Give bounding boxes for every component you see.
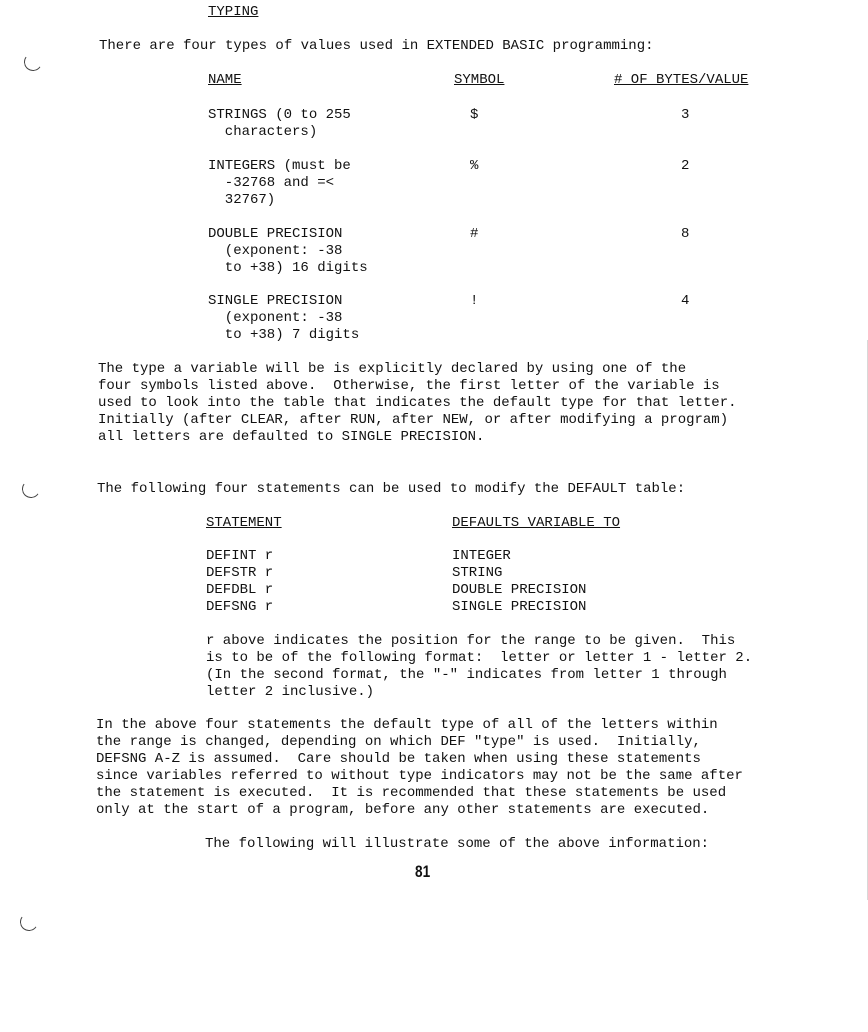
binder-hole-middle (21, 479, 42, 500)
statement-row-statement: DEFDBL r (206, 582, 274, 598)
types-row-bytes: 3 (681, 107, 690, 123)
types-row-symbol: % (470, 158, 479, 174)
section-heading: TYPING (208, 4, 259, 20)
paragraph-type-declaration: The type a variable will be is explicitly declared by using one of the four symbols listed above. Otherwise, the first letter of the variable is used to look into the table that indicates the default type for that letter. Initially (after CLEAR, after RUN, after NEW, or after modifying a program) all letters are defaulted to SINGLE PRECISION. (98, 361, 737, 445)
types-header-name: NAME (208, 72, 242, 88)
paragraph-default-statements: In the above four statements the default type of all of the letters within the range is changed, depending on which DEF "type" is used. Initially, DEFSNG A-Z is assumed. Care should be taken when using these statements since variables referred to without type indicators may not be the same after the statement is executed. It is recommended that these statements be used only at the start of a program, before any other statements are executed. (96, 717, 743, 818)
binder-hole-top (23, 52, 44, 73)
types-row-bytes: 2 (681, 158, 690, 174)
types-row-name: SINGLE PRECISION (exponent: -38 to +38) 7 digits (208, 293, 360, 343)
types-row-bytes: 8 (681, 226, 690, 242)
intro-text: There are four types of values used in EXTENDED BASIC programming: (99, 38, 654, 54)
types-row-symbol: $ (470, 107, 479, 123)
statement-row-statement: DEFINT r (206, 548, 274, 564)
types-row-name: STRINGS (0 to 255 characters) (208, 107, 351, 140)
types-row-bytes: 4 (681, 293, 690, 309)
paragraph-range-format: r above indicates the position for the range to be given. This is to be of the following format: letter or letter 1 - letter 2. (In the second format, the "-" indicates from letter 1 through letter 2 inclusive.) (206, 633, 753, 700)
types-row-name: DOUBLE PRECISION (exponent: -38 to +38) 16 digits (208, 226, 368, 276)
page-number: 81 (415, 862, 431, 881)
statements-header-default: DEFAULTS VARIABLE TO (452, 515, 621, 531)
statements-header-statement: STATEMENT (206, 515, 282, 531)
statement-row-statement: DEFSTR r (206, 565, 274, 581)
types-header-bytes: # OF BYTES/VALUE (614, 72, 749, 88)
binder-hole-bottom (19, 912, 40, 933)
types-row-symbol: ! (470, 293, 479, 309)
types-header-symbol: SYMBOL (454, 72, 505, 88)
statement-row-default: STRING (452, 565, 503, 581)
statement-row-default: DOUBLE PRECISION (452, 582, 587, 598)
types-row-name: INTEGERS (must be -32768 and =< 32767) (208, 158, 351, 208)
types-row-symbol: # (470, 226, 479, 242)
statement-row-default: INTEGER (452, 548, 511, 564)
statement-row-statement: DEFSNG r (206, 599, 274, 615)
statement-row-default: SINGLE PRECISION (452, 599, 587, 615)
paragraph-illustrate: The following will illustrate some of the above information: (205, 836, 710, 852)
paragraph-following-statements: The following four statements can be used to modify the DEFAULT table: (97, 481, 686, 497)
